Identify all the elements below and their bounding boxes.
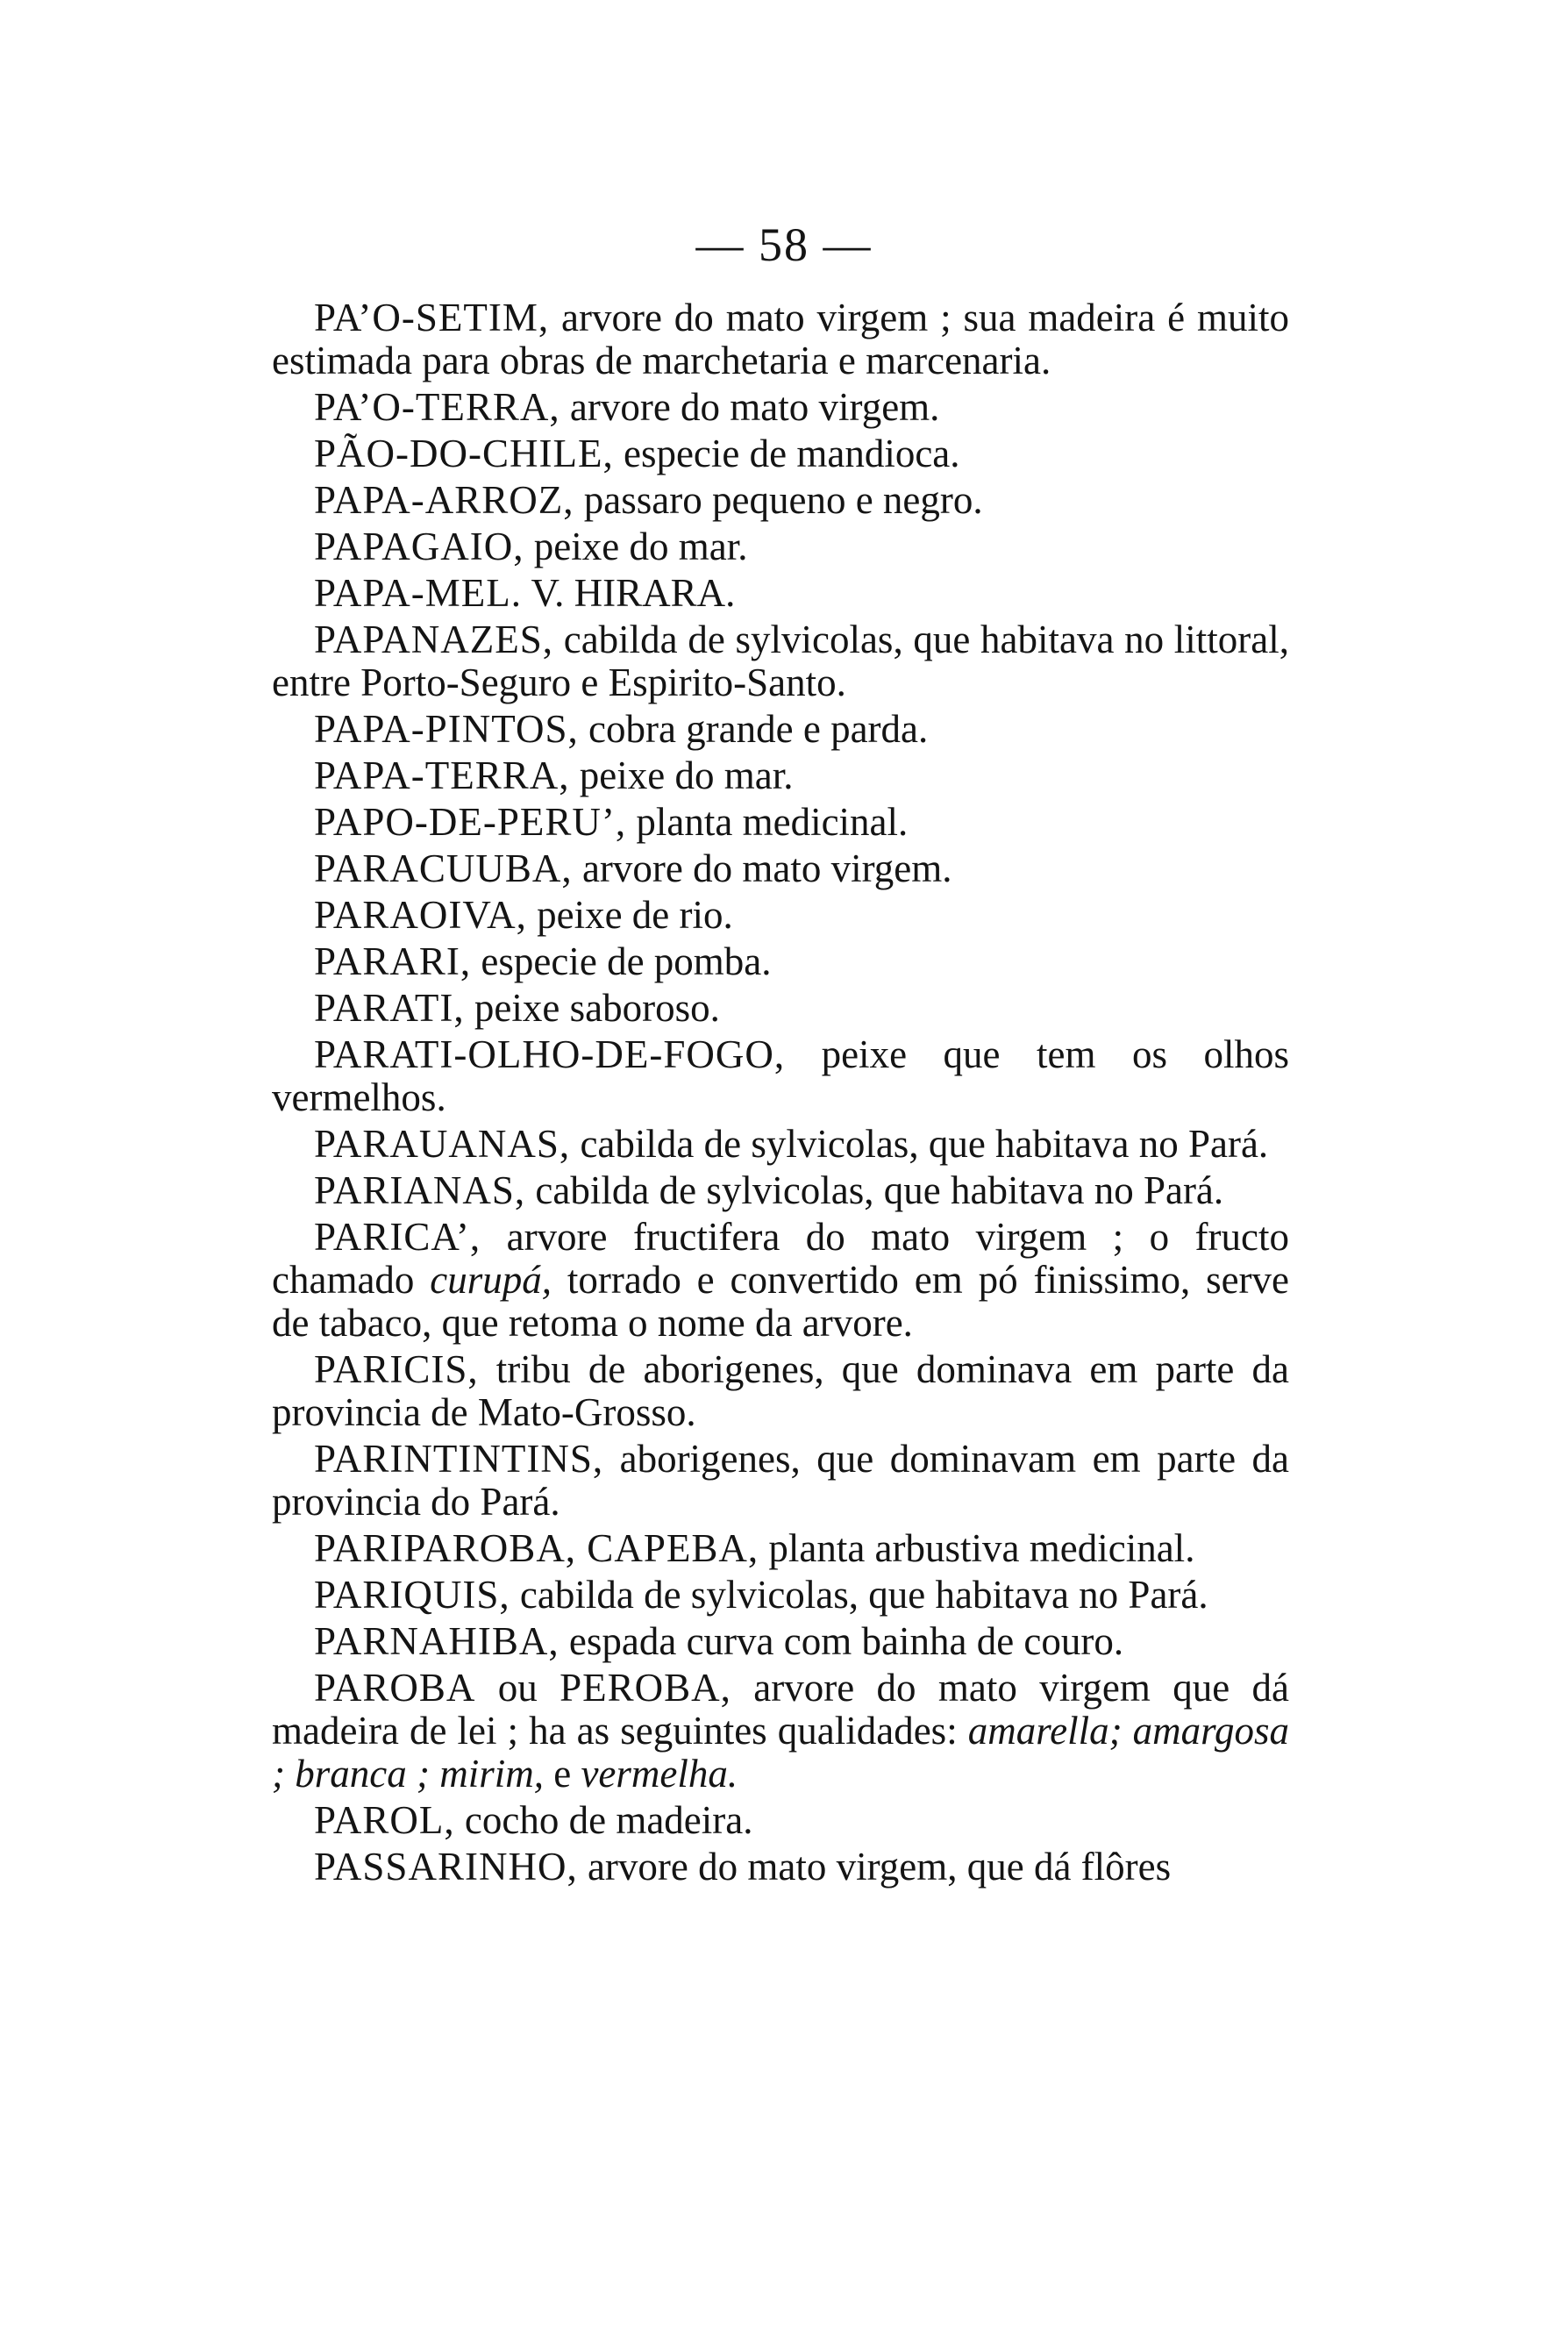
entry-definition: e: [543, 1752, 581, 1796]
entry-definition: cabilda de sylvicolas, que habitava no littoral, entre Porto-Seguro e Espirito-Santo.: [272, 618, 1289, 704]
entry-term: PA’O-TERRA,: [314, 385, 560, 429]
entry-term: PARATI-OLHO-DE-FOGO,: [314, 1032, 786, 1076]
dictionary-entry: [272, 1620, 1289, 1663]
entry-definition: passaro pequeno e negro.: [574, 478, 983, 522]
entry-term: PAROL,: [314, 1798, 455, 1842]
dictionary-entry: [272, 525, 1289, 568]
dictionary-entry: [272, 1846, 1289, 1889]
dictionary-entry: [272, 1216, 1289, 1345]
entry-term: PARAOIVA,: [314, 893, 527, 937]
entry-term: PARICA’,: [314, 1215, 481, 1259]
dictionary-entry: [272, 1438, 1289, 1524]
entry-term: PARICIS,: [314, 1347, 479, 1391]
dictionary-entry: [272, 1574, 1289, 1617]
dictionary-entry: [272, 1667, 1289, 1796]
entry-term: PARIQUIS,: [314, 1573, 510, 1617]
entry-definition: especie de pomba.: [471, 939, 772, 983]
dictionary-entry: [272, 432, 1289, 475]
entry-term: PAROBA: [314, 1666, 476, 1710]
dictionary-entry: [272, 1123, 1289, 1166]
dictionary-entry: [272, 801, 1289, 844]
dictionary-entry: [272, 847, 1289, 890]
entry-definition: peixe que tem os olhos vermelhos.: [272, 1032, 1289, 1119]
entry-term: PARIANAS,: [314, 1168, 526, 1212]
entry-term: PEROBA,: [559, 1666, 731, 1710]
entry-definition: arvore fructifera do mato virgem ; o fructo chamado: [272, 1215, 1289, 1302]
entry-definition: torrado e convertido em pó finissimo, serve de tabaco, que retoma o nome da arvore.: [272, 1258, 1290, 1345]
entry-italic-text: curupá,: [430, 1258, 552, 1302]
entry-term: PARINTINTINS,: [314, 1437, 604, 1481]
dictionary-entry: [272, 708, 1289, 751]
entry-definition: arvore do mato virgem, que dá flôres: [577, 1845, 1172, 1889]
entry-term: PAPAGAIO,: [314, 525, 524, 568]
entry-definition: peixe saboroso.: [464, 986, 720, 1030]
dictionary-entry: [272, 1169, 1289, 1212]
entry-definition: cocho de madeira.: [454, 1798, 753, 1842]
entry-definition: V. HIRARA.: [522, 571, 736, 615]
entry-definition: cabilda de sylvicolas, que habitava no Pará.: [525, 1168, 1224, 1212]
entry-definition: cabilda de sylvicolas, que habitava no Pará.: [510, 1573, 1208, 1617]
entry-term: PAPA-PINTOS,: [314, 707, 579, 751]
entry-term: PAPO-DE-PERU’,: [314, 800, 627, 844]
dictionary-entry: [272, 940, 1289, 983]
dictionary-entry: [272, 296, 1289, 382]
dictionary-entry: [272, 386, 1289, 429]
entry-term: PAPANAZES,: [314, 618, 554, 661]
dictionary-entry: [272, 1033, 1289, 1119]
entry-term: PAPA-ARROZ,: [314, 478, 574, 522]
dictionary-entry: [272, 894, 1289, 937]
dictionary-entry: [272, 1527, 1289, 1570]
dictionary-entry: [272, 754, 1289, 797]
entry-definition: peixe do mar.: [569, 753, 794, 797]
entry-term: PARNAHIBA,: [314, 1619, 559, 1663]
entry-definition: cabilda de sylvicolas, que habitava no Pará.: [570, 1122, 1269, 1166]
entry-definition: especie de mandioca.: [613, 432, 960, 475]
entry-term: PARACUUBA,: [314, 846, 573, 890]
dictionary-entry: [272, 572, 1289, 615]
entry-term: PASSARINHO,: [314, 1845, 578, 1889]
dictionary-entry: [272, 618, 1289, 704]
entry-definition: peixe de rio.: [526, 893, 733, 937]
dictionary-entry: [272, 1348, 1289, 1434]
entry-term: PARAUANAS,: [314, 1122, 571, 1166]
entry-italic-text: vermelha.: [581, 1752, 738, 1796]
dictionary-entry: [272, 479, 1289, 522]
entry-term: PÃO-DO-CHILE,: [314, 432, 614, 475]
entry-term: PARIPAROBA, CAPEBA,: [314, 1526, 759, 1570]
entry-definition: arvore do mato virgem ; sua madeira é muito estimada para obras de marchetaria e marcenaria.: [272, 296, 1289, 382]
dictionary-entry: [272, 987, 1289, 1030]
entry-definition: ou: [475, 1666, 560, 1710]
entry-italic-text: amarella; amargosa ; branca ; mirim,: [272, 1709, 1289, 1796]
entry-term: PARATI,: [314, 986, 465, 1030]
entry-definition: cobra grande e parda.: [578, 707, 929, 751]
dictionary-entries: [272, 296, 1289, 1892]
entry-definition: planta medicinal.: [626, 800, 909, 844]
entry-definition: planta arbustiva medicinal.: [759, 1526, 1195, 1570]
entry-term: PARARI,: [314, 939, 472, 983]
entry-definition: peixe do mar.: [524, 525, 748, 568]
dictionary-entry: [272, 1799, 1289, 1842]
entry-definition: arvore do mato virgem.: [572, 846, 952, 890]
entry-definition: tribu de aborigenes, que dominava em parte da provincia de Mato-Grosso.: [272, 1347, 1289, 1434]
entry-term: PA’O-SETIM,: [314, 296, 550, 339]
entry-term: PAPA-TERRA,: [314, 753, 570, 797]
entry-definition: arvore do mato virgem que dá madeira de lei ; ha as seguintes qualidades:: [272, 1666, 1289, 1753]
entry-definition: espada curva com bainha de couro.: [559, 1619, 1124, 1663]
entry-definition: aborigenes, que dominavam em parte da provincia do Pará.: [272, 1437, 1289, 1524]
entry-definition: arvore do mato virgem.: [559, 385, 940, 429]
page-number: — 58 —: [695, 218, 873, 271]
entry-term: PAPA-MEL.: [314, 571, 523, 615]
